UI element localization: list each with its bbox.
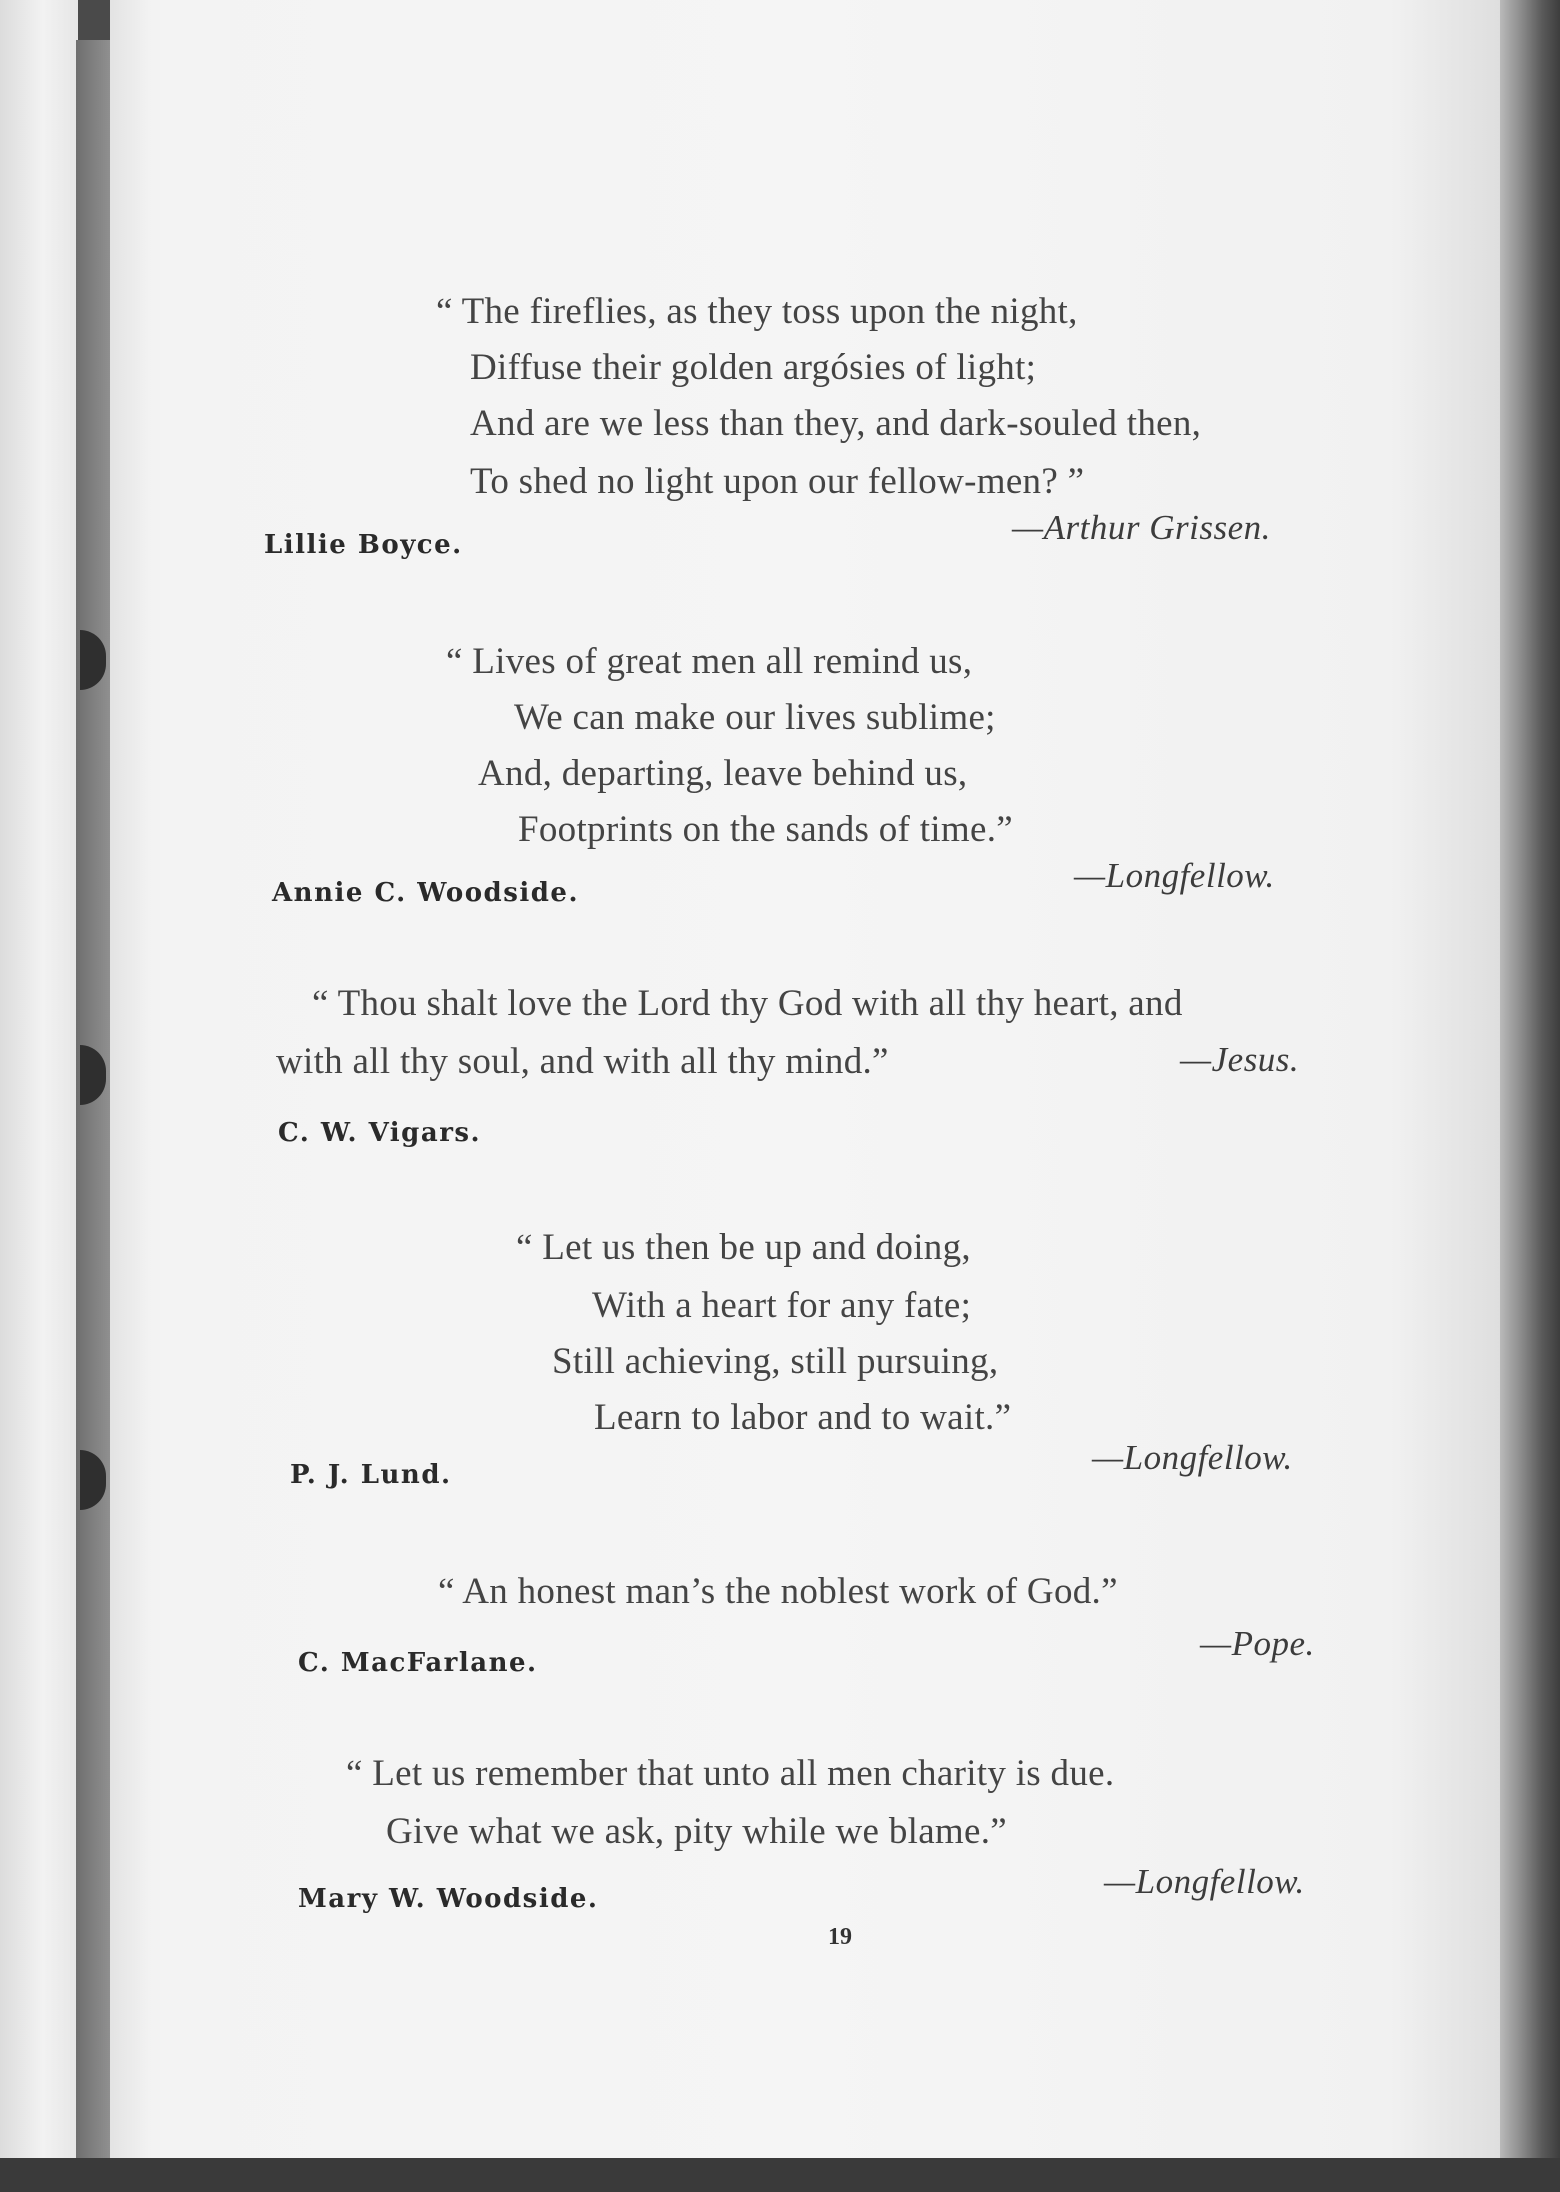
quote-line: “ Let us then be up and doing, [516, 1227, 971, 1268]
quote-line: And, departing, leave behind us, [478, 753, 968, 794]
quote-line: Give what we ask, pity while we blame.” [386, 1811, 1007, 1852]
bottom-edge [0, 2158, 1560, 2192]
quote-line: Footprints on the sands of time.” [518, 809, 1013, 850]
contributor-name: C. MacFarlane. [298, 1648, 538, 1678]
quote-attribution: —Jesus. [1180, 1040, 1300, 1079]
quote-line: with all thy soul, and with all thy mind.” [276, 1041, 889, 1082]
quote-line: We can make our lives sublime; [514, 697, 996, 738]
quote-line: “ Let us remember that unto all men charity is due. [346, 1753, 1115, 1794]
quote-line: “ Thou shalt love the Lord thy God with all thy heart, and [312, 983, 1183, 1024]
quote-line: With a heart for any fate; [592, 1285, 972, 1326]
quote-line: To shed no light upon our fellow-men? ” [470, 461, 1085, 502]
contributor-name: Mary W. Woodside. [298, 1884, 599, 1914]
quote-line: Diffuse their golden argósies of light; [470, 347, 1037, 388]
contributor-name: Lillie Boyce. [264, 530, 463, 560]
quote-line: Learn to labor and to wait.” [594, 1397, 1012, 1438]
quote-attribution: —Longfellow. [1092, 1438, 1293, 1477]
quote-line: “ The fireflies, as they toss upon the night, [436, 291, 1078, 332]
quote-attribution: —Arthur Grissen. [1012, 508, 1271, 547]
quote-line: Still achieving, still pursuing, [552, 1341, 999, 1382]
quote-line: “ An honest man’s the noblest work of God.” [438, 1571, 1118, 1612]
quote-line: “ Lives of great men all remind us, [446, 641, 973, 682]
facing-page-edge [0, 0, 78, 2192]
quote-attribution: —Longfellow. [1074, 856, 1275, 895]
contributor-name: P. J. Lund. [290, 1460, 452, 1490]
quote-attribution: —Pope. [1200, 1624, 1315, 1663]
page-number: 19 [828, 1924, 852, 1950]
quote-attribution: —Longfellow. [1104, 1862, 1305, 1901]
page-stack-edge [1500, 0, 1560, 2192]
contributor-name: C. W. Vigars. [278, 1118, 482, 1148]
quote-line: And are we less than they, and dark-souled then, [470, 403, 1202, 444]
contributor-name: Annie C. Woodside. [272, 878, 580, 908]
